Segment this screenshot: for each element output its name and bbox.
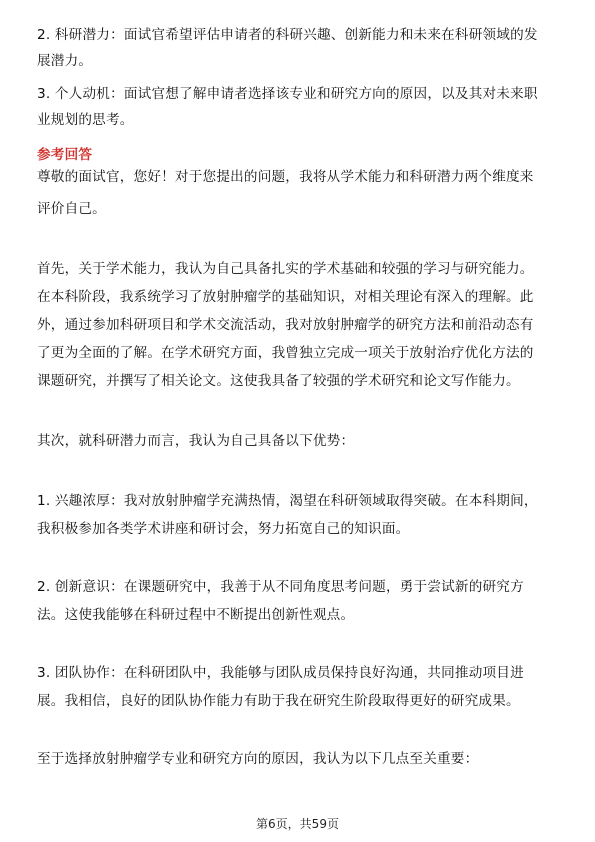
item-2-line-2: 展潜力。 [37, 53, 93, 69]
point-2-line-2: 法。这使我能够在科研过程中不断提出创新性观点。 [37, 607, 355, 623]
academic-line-3: 外，通过参加科研项目和学术交流活动，我对放射肿瘤学的研究方法和前沿动态有 [37, 317, 534, 333]
potential-line-1: 其次，就科研潜力而言，我认为自己具备以下优势： [37, 433, 355, 449]
reason-line-1: 至于选择放射肿瘤学专业和研究方向的原因，我认为以下几点至关重要： [37, 751, 479, 767]
academic-line-1: 首先，关于学术能力，我认为自己具备扎实的学术基础和较强的学习与研究能力。 [37, 261, 534, 277]
point-3-line-2: 展。我相信，良好的团队协作能力有助于我在研究生阶段取得更好的研究成果。 [37, 693, 520, 709]
point-1-line-2: 我积极参加各类学术讲座和研讨会，努力拓宽自己的知识面。 [37, 521, 410, 537]
intro-line-2: 评价自己。 [37, 201, 106, 217]
item-3-line-2: 业规划的思考。 [37, 112, 134, 128]
academic-line-2: 在本科阶段，我系统学习了放射肿瘤学的基础知识，对相关理论有深入的理解。此 [37, 289, 534, 305]
answer-heading: 参考回答 [37, 147, 93, 163]
point-1-line-1: 1. 兴趣浓厚：我对放射肿瘤学充满热情，渴望在科研领域取得突破。在本科期间， [37, 493, 538, 509]
point-2-line-1: 2. 创新意识：在课题研究中，我善于从不同角度思考问题，勇于尝试新的研究方 [37, 579, 524, 595]
item-3-line-1: 3. 个人动机：面试官想了解申请者选择该专业和研究方向的原因，以及其对未来职 [37, 86, 538, 102]
academic-line-5: 课题研究，并撰写了相关论文。这使我具备了较强的学术研究和论文写作能力。 [37, 373, 520, 389]
intro-line-1: 尊敬的面试官，您好！对于您提出的问题，我将从学术能力和科研潜力两个维度来 [37, 169, 534, 185]
academic-line-4: 了更为全面的了解。在学术研究方面，我曾独立完成一项关于放射治疗优化方法的 [37, 345, 534, 361]
item-2-line-1: 2. 科研潜力：面试官希望评估申请者的科研兴趣、创新能力和未来在科研领域的发 [37, 27, 538, 43]
page-number-footer: 第6页，共59页 [256, 817, 339, 831]
point-3-line-1: 3. 团队协作：在科研团队中，我能够与团队成员保持良好沟通，共同推动项目进 [37, 665, 524, 681]
